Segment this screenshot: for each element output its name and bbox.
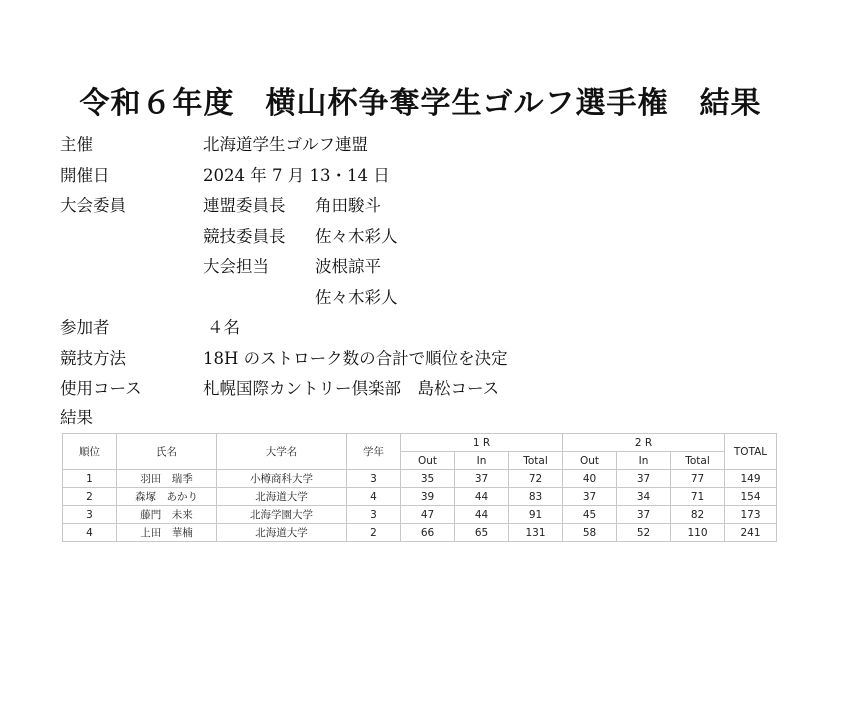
cell-rank: 1 — [63, 470, 117, 488]
header-r1-in: In — [455, 452, 509, 470]
committee-member-name: 佐々木彩人 — [315, 226, 398, 246]
results-heading: 結果 — [60, 408, 93, 427]
header-round1: 1 R — [401, 434, 563, 452]
cell-r1-total: 91 — [509, 506, 563, 524]
table-row — [63, 488, 777, 506]
header-r2-out: Out — [563, 452, 617, 470]
header-r2-in: In — [617, 452, 671, 470]
cell-university: 北海道大学 — [217, 524, 347, 542]
header-year: 学年 — [347, 434, 401, 470]
committee-member-name: 角田駿斗 — [315, 196, 381, 215]
method-value: 18H のストローク数の合計で順位を決定 — [203, 348, 508, 368]
cell-total: 241 — [725, 524, 777, 542]
cell-university: 小樽商科大学 — [217, 470, 347, 488]
cell-r2-out: 45 — [563, 506, 617, 524]
cell-r1-in: 65 — [455, 524, 509, 542]
cell-rank: 2 — [63, 488, 117, 506]
cell-name: 藤門 未来 — [117, 506, 217, 524]
cell-name: 羽田 瑞季 — [117, 470, 217, 488]
cell-r1-in: 37 — [455, 470, 509, 488]
cell-total: 173 — [725, 506, 777, 524]
info-row-event-staff — [60, 252, 508, 283]
header-r1-out: Out — [401, 452, 455, 470]
cell-r1-in: 44 — [455, 506, 509, 524]
cell-rank: 3 — [63, 506, 117, 524]
header-round2: 2 R — [563, 434, 725, 452]
cell-name: 上田 華楠 — [117, 524, 217, 542]
cell-rank: 4 — [63, 524, 117, 542]
header-name: 氏名 — [117, 434, 217, 470]
info-row-committee-chair — [60, 191, 508, 222]
cell-r2-total: 82 — [671, 506, 725, 524]
info-row-course — [60, 374, 508, 405]
table-row — [63, 524, 777, 542]
cell-year: 3 — [347, 506, 401, 524]
cell-total: 154 — [725, 488, 777, 506]
header-rank: 順位 — [63, 434, 117, 470]
cell-r1-out: 47 — [401, 506, 455, 524]
cell-r1-out: 39 — [401, 488, 455, 506]
cell-r2-out: 40 — [563, 470, 617, 488]
table-row — [63, 470, 777, 488]
cell-r2-out: 58 — [563, 524, 617, 542]
participants-label: 参加者 — [60, 318, 110, 337]
cell-university: 北海道大学 — [217, 488, 347, 506]
cell-year: 3 — [347, 470, 401, 488]
info-row-organizer — [60, 130, 508, 161]
organizer-label: 主催 — [60, 135, 93, 154]
cell-name: 森塚 あかり — [117, 488, 217, 506]
cell-r2-in: 34 — [617, 488, 671, 506]
cell-r1-in: 44 — [455, 488, 509, 506]
cell-r2-in: 52 — [617, 524, 671, 542]
info-row-participants — [60, 313, 508, 344]
date-label: 開催日 — [60, 165, 110, 185]
method-label: 競技方法 — [60, 348, 126, 368]
cell-r2-total: 77 — [671, 470, 725, 488]
cell-r1-total: 131 — [509, 524, 563, 542]
committee-role: 大会担当 — [203, 257, 269, 276]
page-title: 令和６年度 横山杯争奪学生ゴルフ選手権 結果 — [79, 86, 762, 121]
header-university: 大学名 — [217, 434, 347, 470]
course-label: 使用コース — [60, 379, 142, 398]
cell-r1-out: 35 — [401, 470, 455, 488]
date-value: 2024 年 7 月 13・14 日 — [203, 165, 390, 185]
cell-r1-out: 66 — [401, 524, 455, 542]
cell-total: 149 — [725, 470, 777, 488]
participants-value: ４名 — [207, 318, 240, 337]
header-grand-total: TOTAL — [725, 434, 777, 470]
header-r2-total: Total — [671, 452, 725, 470]
event-info — [60, 130, 508, 405]
cell-year: 4 — [347, 488, 401, 506]
organizer-value: 北海道学生ゴルフ連盟 — [203, 135, 368, 154]
cell-university: 北海学園大学 — [217, 506, 347, 524]
committee-label: 大会委員 — [60, 196, 126, 215]
committee-role: 競技委員長 — [203, 226, 286, 246]
cell-r1-total: 83 — [509, 488, 563, 506]
info-row-event-staff-2 — [60, 283, 508, 314]
cell-r2-total: 110 — [671, 524, 725, 542]
course-value: 札幌国際カントリー倶楽部 島松コース — [203, 379, 500, 398]
cell-r2-in: 37 — [617, 470, 671, 488]
committee-member-name: 波根諒平 — [315, 257, 381, 276]
cell-r2-in: 37 — [617, 506, 671, 524]
info-row-method — [60, 344, 508, 375]
info-row-competition-chair — [60, 222, 508, 253]
info-row-date — [60, 161, 508, 192]
table-row — [63, 506, 777, 524]
committee-role: 連盟委員長 — [203, 196, 286, 215]
cell-r2-total: 71 — [671, 488, 725, 506]
cell-year: 2 — [347, 524, 401, 542]
committee-member-name: 佐々木彩人 — [315, 287, 398, 307]
results-table — [62, 433, 777, 542]
header-r1-total: Total — [509, 452, 563, 470]
cell-r2-out: 37 — [563, 488, 617, 506]
cell-r1-total: 72 — [509, 470, 563, 488]
